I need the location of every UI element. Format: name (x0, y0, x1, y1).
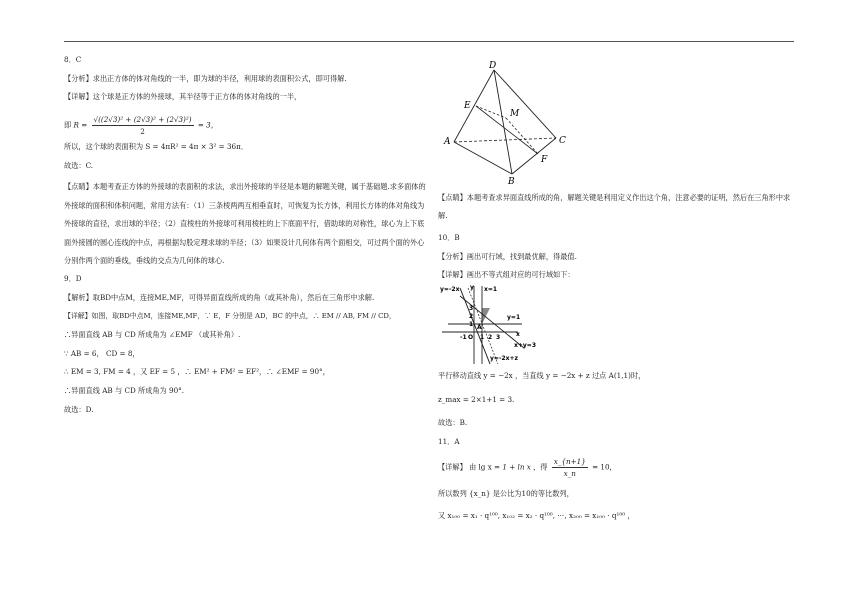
q9-answer: 故选：D. (64, 404, 94, 414)
left-column (64, 54, 426, 415)
label-M: M (510, 109, 520, 119)
label-origin: O (468, 334, 474, 341)
q8-detail: 【详解】这个球是正方体的外接球，其半径等于正方体的体对角线的一半， (64, 92, 302, 102)
edge-AD (454, 70, 494, 142)
q9-solution: 【解析】取BD中点M，连接ME,MF，可得异面直线所成的角（或其补角），然后在三角形中求解. (64, 293, 375, 302)
q8-formula-numerator: √((2√3)² + (2√3)² + (2√3)²) (93, 115, 192, 125)
right-column (438, 189, 798, 280)
tick-x-3: 3 (496, 334, 501, 341)
q8-answer: 故选：C. (64, 160, 94, 170)
tick-x-1: 1 (480, 334, 485, 341)
q11-detail-note: ，得 (533, 462, 548, 472)
q11-fraction (552, 456, 588, 479)
label-F: F (541, 155, 548, 165)
tetrahedron-figure (440, 58, 580, 186)
q8-formula-prefix: 即 (64, 120, 72, 130)
q8-number: 8．C (64, 55, 82, 64)
q11-fraction-denominator: x_n (563, 468, 576, 478)
q8-formula-rhs: = 3， (197, 120, 218, 130)
feasible-region (482, 308, 490, 324)
q9-calc: ∴ EM = 3, FM = 4 ，又 EF = 5 ，∴ EM² + FM² = EF²，∴ ∠EMF = 90°， (64, 367, 330, 377)
q10-zmax: z_max = 2×1+1 = 3. (438, 395, 515, 404)
label-B: B (508, 177, 515, 186)
q8-area: 所以，这个球的表面积为 S = 4πR² = 4π × 3² = 36π． (64, 142, 249, 152)
tick-y-2: 2 (469, 313, 474, 320)
label-C: C (559, 136, 566, 146)
label-y-neg2x-plus-z: y=-2x+z (490, 355, 518, 362)
q9-conclusion: ∴异面直线 AB 与 CD 所成角为 90°. (64, 385, 185, 395)
q9-number: 9．D (64, 274, 82, 284)
q8-formula-lhs: R = (73, 120, 88, 130)
q11-also: 又 x₁₀₀ = x₁ · q¹⁰⁰, x₁₀₂ = x₂ · q¹⁰⁰, ⋯, x₂₀₀ = x₁₀₀ · q¹⁰⁰ ， (438, 510, 635, 520)
tick-x-2: 2 (488, 334, 493, 341)
q10-detail: 【详解】画出不等式组对应的可行域如下： (438, 270, 575, 280)
q11-detail-mid: = 1 + ln x (494, 462, 531, 472)
q11-seq: 所以数列 {x_n} 是公比为10的等比数列， (438, 488, 574, 498)
q9-given: ∵ AB = 6， CD = 8， (64, 348, 140, 358)
right-column-lower (438, 370, 798, 521)
q9-detail-2: ∴异面直线 AB 与 CD 所成角为 ∠EMF （或其补角）. (64, 330, 241, 340)
segment-MF (506, 118, 538, 154)
q11-number: 11．A (438, 436, 460, 446)
q11-detail (438, 456, 798, 479)
label-y-axis: y (470, 284, 474, 291)
label-A: A (477, 324, 482, 331)
tick-x-neg1: -1 (460, 334, 467, 341)
q11-detail-prefix: 【详解】 由 lg x (438, 462, 492, 472)
q8-formula-denominator: 2 (140, 127, 145, 137)
label-x-plus-y3: x+y=3 (514, 342, 537, 349)
label-E: E (464, 101, 471, 111)
q9-detail-1: 【详解】如图，取BD中点M，连接ME,MF，∵ E，F 分别是 AD，BC 的中点，∴ EM // AB, FM // CD， (64, 311, 396, 320)
edge-BC (512, 138, 556, 174)
q10-answer: 故选：B. (438, 418, 468, 427)
label-x1: x=1 (484, 286, 498, 293)
tick-y-1: 1 (469, 321, 474, 328)
edge-DC (494, 70, 556, 138)
label-y1: y=1 (507, 314, 521, 321)
q8-formula-fraction (92, 114, 194, 137)
edge-AB (454, 142, 512, 174)
label-y-neg2x: y=-2x (440, 286, 460, 293)
q11-detail-end: = 10， (592, 462, 617, 472)
tick-y-3: 3 (469, 305, 474, 312)
q10-move: 平行移动直线 y = −2x ，当直线 y = −2x + z 过点 A(1,1)时， (438, 371, 646, 380)
q11-fraction-numerator: x_{n+1} (553, 456, 586, 466)
label-x-axis: x (516, 331, 520, 338)
q8-formula (64, 114, 426, 137)
header-rule (64, 41, 794, 42)
q8-comment: 【点睛】本题考查正方体的外接球的表面积的求法，求出外接球的半径是本题的解题关键，属于基础题.求多面体的外接球的面积和体积问题，常用方法有：（1）三条棱两两互相垂直时，可恢复为长方体，利用长方体的体对角线为外接球的直径，求出球的半径；（2）直棱柱的外接球可利用棱柱的上下底面平行，借助球的对称性，球心为上下底面外接圆的圆心连线的中点，再根据勾股定理求球的半径；（3）如果设计几何体有两个面相交，可过两个面的外心分别作两个面的垂线，垂线的交点为几何体的球心. (64, 182, 426, 265)
edge-AC-hidden (454, 138, 556, 142)
label-A: A (444, 137, 451, 147)
q8-analysis: 【分析】求出正方体的体对角线的一半，即为球的半径，利用球的表面积公式，即可得解. (64, 73, 347, 83)
q10-number: 10．B (438, 233, 460, 242)
q9-comment: 【点睛】本题考查求异面直线所成的角，解题关键是利用定义作出这个角，注意必要的证明，然后在三角形中求解. (438, 193, 791, 220)
feasible-region-graph (440, 282, 544, 366)
q10-analysis: 【分析】画出可行域，找到最优解，得最值. (438, 251, 577, 261)
label-D: D (489, 61, 497, 71)
